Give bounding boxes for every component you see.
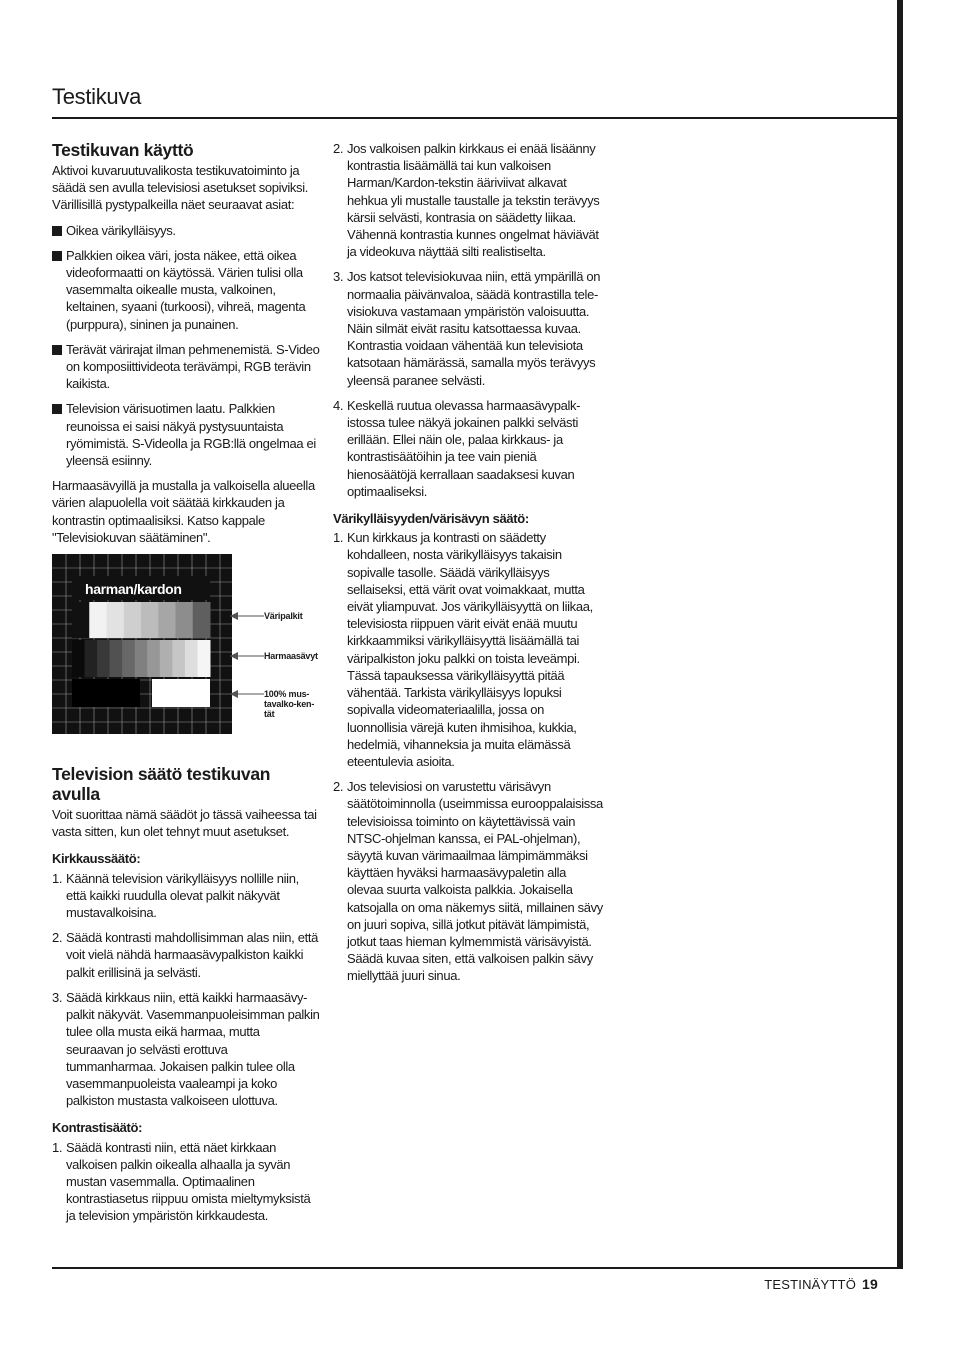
brightness-heading: Kirkkaussäätö: [52,851,141,867]
brightness-step: 3. Säädä kirkkaus niin, että kaikki harmaasävy-palkit näkyvät. Vasemmanpuoleisimman palkin tulee olla musta eikä harmaa, mutta seuraavan jo selvästi erottuva tummanharmaa. Jokaisen palkin tulee olla vasemmanpuoleista vaaleampi ja koko palkiston mustasta valkoiseen ulottuva. [52,989,320,1109]
color-bar [176,602,194,638]
grayscale-bar [110,640,123,677]
section-heading: Testikuvan käyttö [52,140,194,160]
contrast-step: 3. Jos katsot televisiokuvaa niin, että ympärillä on normaalia päivänvaloa, säädä kontrastilla tele-visiokuva vastamaan ympäristön valoisuutta. Näin silmät eivät rasitu katsottaessa kuvaa. Kontrastia voidaan vähentää kun televisiota katsotaan hämärässä, samalla myös terävyys yleensä paranee selvästi. [333,269,601,388]
color-step: 2. Jos televisiosi on varustettu värisävyn säätötoiminnolla (useimmissa eurooppalaisissa televisioissa toiminto on käytettävissä vain NTSC-ohjelman kanssa, ei PAL-ohjelman), säyytä kuvan värimaailmaa lämpimämmäksi käyttäen hyväksi harmaasävypaletin alla olevaa suurta valkoista palkkia. Jokaisella katsojalla on oma näkemys siitä, millainen sävy on juuri sopiva, sillä jotkut pitävät lämpimistä, jotkut taas hieman kylmemmistä värisävyistä. Säädä kuvaa siten, että valkoisen palkin sävy miellyttää juuri sinua. [333,779,603,984]
test-pattern-figure [52,554,320,744]
color-bar [193,602,211,638]
color-bar [141,602,159,638]
color-bar [124,602,142,638]
bullet-item: Oikea värikylläisyys. [52,222,320,239]
callout-contrast: 100% mus- tavalko-ken- tät [264,689,315,720]
grayscale-bar [135,640,148,677]
grayscale-bar [185,640,198,677]
grayscale-bar [172,640,185,677]
section2-heading: Television säätö testikuvan avulla [52,764,271,805]
contrast-heading: Kontrastisäätö: [52,1120,143,1136]
color-heading: Värikylläisyyden/värisävyn säätö: [333,511,529,527]
square-bullet-icon [52,226,62,236]
bullet-item: Television värisuotimen laatu. Palkkien reunoissa ei saisi näkyä pystysuuntaista ryömimistä. S-Videolla ja RGB:llä ongelmaa ei yleensä esiinny. [52,400,320,469]
grayscale-bar [147,640,160,677]
bullet-item: Palkkien oikea väri, josta näkee, että oikea videoformaatti on käytössä. Värien tulisi olla vasemmalta oikealle musta, valkoinen, keltainen, syaani (turkoosi), vihreä, magenta (purppura), sininen ja punainen. [52,247,320,333]
callout-color-bars: Väripalkit [264,611,303,622]
footer-section: TESTINÄYTTÖ [764,1277,857,1292]
left-column [52,140,320,1233]
contrast-step: 2. Jos valkoisen palkin kirkkaus ei enää lisäänny kontrastia lisäämällä tai kun valkoisen Harman/Kardon-tekstin ääriviivat alkavat hehkua yli mustalle taustalle ja tekstin terävyys kärsii selvästi, kontrasia on säädetty liikaa. Vähennä kontrastia kunnes ongelmat häviävät ja videokuva näyttää silti realistiselta. [333,141,600,260]
section2-intro: Voit suorittaa nämä säädöt jo tässä vaiheessa tai vasta sitten, kun olet tehnyt muut asetukset. [52,807,317,840]
color-bar [89,602,107,638]
grayscale-bar [122,640,135,677]
test-pattern-image [52,554,232,734]
color-bar [158,602,176,638]
contrast-step: 1. Säädä kontrasti niin, että näet kirkkaan valkoisen palkin oikealla alhaalla ja syvän mustan vasemmalla. Optimaalinen kontrastiasetus riippuu omista mieltymyksistä ja television ympäristön kirkkaudesta. [52,1139,311,1224]
square-bullet-icon [52,251,62,261]
color-step: 1. Kun kirkkaus ja kontrasti on säädetty kohdalleen, nosta värikylläisyys takaisin sopivalle tasolle. Säädä värikylläisyys sellaiseksi, että värit ovat voimakkaat, mutta eivät yliampuvat. Jos värikylläisyyttä on liikaa, televisiosta riippuen värit eivät enää muutu kirkkaammiksi värikylläisyyttä lisäämällä tai väripalkiston joku palkki on toista leveämpi. Tässä tapauksessa värikylläisyyttä pitää vähentää. Tarkista värikylläisyys lopuksi sopivalla videomateriaalilla, jossa on luonnollisia värejä kuten ihmisihoa, kukkia, hedelmiä, vihanneksia ja muita elämässä eteentulevia asioita. [333,530,593,769]
header-rule [52,117,897,119]
grayscale-bar [160,640,173,677]
grayscale-bar [72,640,85,677]
contrast-step: 4. Keskellä ruutua olevassa harmaasävypalk-istossa tulee näkyä jokainen palkki selvästi erillään. Ellei näin ole, palaa kirkkaus- ja kontrastisäätöihin ja tee vain pieniä hienosäätöjä kerrallaan saadaksesi kuvan optimaaliseksi. [333,397,581,499]
grayscale-bar [197,640,210,677]
right-column [333,140,603,993]
square-bullet-icon [52,404,62,414]
harman-kardon-logo: harman/kardon [85,581,182,598]
intro-paragraph: Aktivoi kuvaruutuvalikosta testikuvatoiminto ja säädä sen avulla televisiosi asetukset sopiviksi. Värillisillä pystypalkeilla näet seuraavat asiat: [52,163,308,213]
page-number: 19 [862,1276,878,1292]
color-bar [107,602,125,638]
square-bullet-icon [52,345,62,355]
brightness-step: 1. Käännä television värikylläisyys nollille niin, että kaikki ruudulla olevat palkit näkyvät mustavalkoisina. [52,870,299,921]
page-title: Testikuva [52,84,142,109]
grayscale-bar [85,640,98,677]
brightness-step: 2. Säädä kontrasti mahdollisimman alas niin, että voit vielä nähdä harmaasävypalkiston kaikki palkit erillisinä ja selvästi. [52,930,318,980]
bullet-item: Terävät värirajat ilman pehmenemistä. S-Video on komposiittivideota terävämpi, RGB terävin kaikista. [52,341,320,393]
footer [764,1276,878,1292]
callout-grayscale: Harmaasävyt [264,651,318,662]
callout-arrows [230,554,266,744]
color-bar [72,602,90,638]
grayscale-paragraph: Harmaasävyillä ja mustalla ja valkoisella alueella värien alapuolella voit säätää kirkkauden ja kontrastin optimaalisiksi. Katso kappale "Televisiokuvan säätäminen". [52,478,315,545]
grayscale-bar [97,640,110,677]
page-edge-bar [897,0,903,1268]
footer-rule [52,1267,903,1269]
